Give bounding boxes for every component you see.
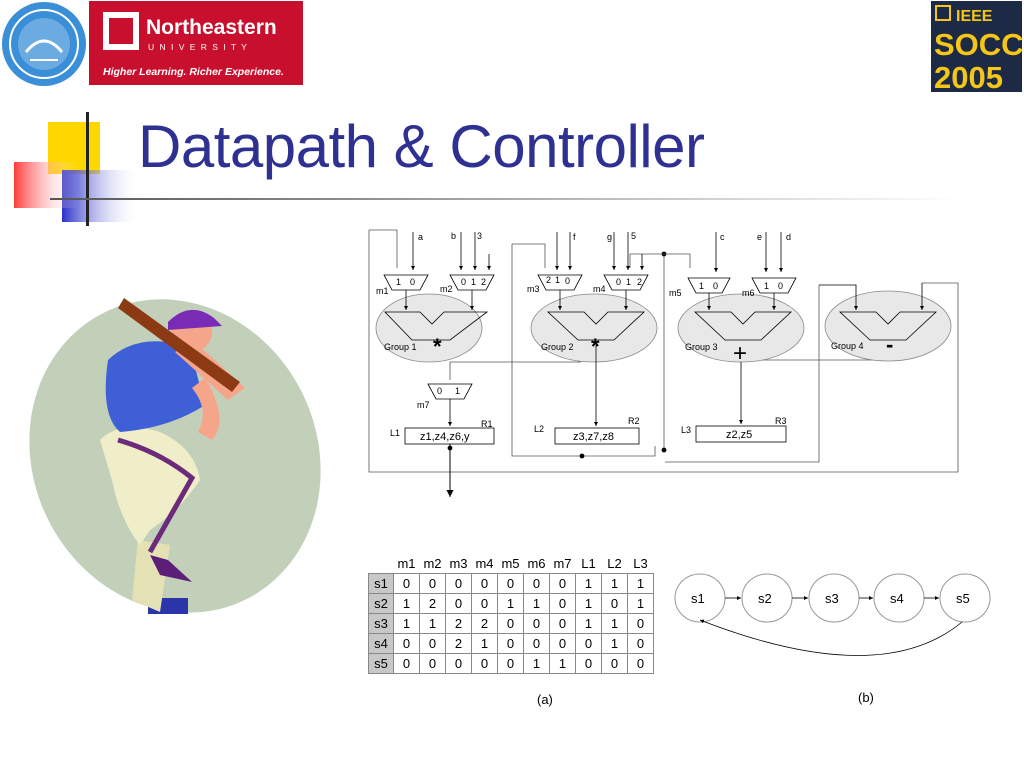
register-load-l3: L3 [681,425,692,435]
table-row [369,654,654,674]
table-cell: 0 [498,634,524,654]
m3-port-1: 1 [555,275,561,285]
mux-m6-label: m6 [742,288,755,298]
group-3-label: Group 3 [685,342,718,352]
table-cell: 0 [576,654,602,674]
table-cell: 0 [602,594,628,614]
table-cell: 0 [420,574,446,594]
input-5-label: 5 [631,231,637,241]
table-cell: 0 [394,654,420,674]
table-cell: 1 [628,574,654,594]
state-s2-label: s2 [758,591,772,606]
state-s4-label: s4 [890,591,904,606]
input-e-label: e [757,232,763,242]
table-cell: 1 [498,594,524,614]
m2-port-2: 2 [481,277,487,287]
university-seal-logo [2,2,86,86]
table-cell: 0 [420,654,446,674]
table-cell: 1 [394,614,420,634]
col-header: L3 [633,556,648,571]
m7-port-1: 1 [455,386,461,396]
group-3-op: + [733,340,748,367]
table-cell: 1 [524,654,550,674]
slide-title: Datapath & Controller [138,113,705,180]
logo-subtitle: U N I V E R S I T Y [148,42,249,52]
table-cell: 0 [394,634,420,654]
state-cell: s3 [369,614,394,634]
col-header: L1 [581,556,596,571]
col-header: m2 [423,556,442,571]
input-3-label: 3 [477,231,483,241]
group-2-label: Group 2 [541,342,574,352]
state-s5-label: s5 [956,591,970,606]
group-2-op: * [591,334,600,359]
table-cell: 1 [524,594,550,614]
table-corner [369,554,394,574]
col-header: L2 [607,556,622,571]
mux-m3-label: m3 [527,284,540,294]
input-b-label: b [451,231,457,241]
northeastern-logo [89,1,303,85]
input-d-label: d [786,232,792,242]
group-1-label: Group 1 [384,342,417,352]
mux-m2-label: m2 [440,284,453,294]
logo-wordmark: Northeastern [146,16,277,39]
table-cell: 0 [498,574,524,594]
table-cell: 1 [472,634,498,654]
m5-port-0: 0 [713,281,719,291]
mux-m1-label: m1 [376,286,389,296]
input-a-label: a [418,232,424,242]
table-cell: 0 [524,634,550,654]
table-cell: 0 [550,594,576,614]
table-cell: 0 [446,654,472,674]
table-cell: 1 [602,574,628,594]
m3-port-2: 2 [546,275,552,285]
table-cell: 0 [628,614,654,634]
register-r2-label: R2 [628,416,640,426]
state-s3-label: s3 [825,591,839,606]
state-machine-diagram [675,574,990,705]
m1-port-0: 0 [410,277,416,287]
table-cell: 0 [524,614,550,634]
logo-tagline: Higher Learning. Richer Experience. [103,66,284,78]
col-header: m1 [397,556,416,571]
table-cell: 0 [472,654,498,674]
m3-port-0: 0 [565,276,571,286]
table-cell: 0 [550,634,576,654]
table-cell: 0 [524,574,550,594]
m4-port-0: 0 [616,277,622,287]
col-header: m3 [449,556,468,571]
table-cell: 1 [628,594,654,614]
table-cell: 0 [446,594,472,614]
m5-port-1: 1 [699,281,705,291]
table-cell: 0 [498,614,524,634]
table-cell: 1 [576,614,602,634]
table-row [369,594,654,614]
ieee-label: IEEE [956,8,993,25]
table-row [369,614,654,634]
m6-port-1: 1 [764,281,770,291]
register-load-l1: L1 [390,428,401,438]
table-cell: 1 [394,594,420,614]
register-r3-label: R3 [775,416,787,426]
register-r2-content: z3,z7,z8 [573,431,614,443]
table-cell: 0 [550,614,576,634]
table-cell: 0 [550,574,576,594]
table-cell: 0 [394,574,420,594]
col-header: m5 [501,556,520,571]
state-cell: s4 [369,634,394,654]
table-cell: 0 [472,594,498,614]
register-load-l2: L2 [534,424,545,434]
table-cell: 1 [576,574,602,594]
table-cell: 1 [420,614,446,634]
register-r3-content: z2,z5 [726,429,753,441]
input-c-label: c [720,232,725,242]
table-row [369,634,654,654]
table-header-row [369,554,654,574]
table-cell: 1 [602,634,628,654]
table-cell: 0 [576,634,602,654]
caption-a: (a) [537,692,553,707]
register-r1-content: z1,z4,z6,y [420,431,470,443]
state-cell: s5 [369,654,394,674]
table-cell: 0 [472,574,498,594]
socc-2005-logo [931,1,1024,95]
table-cell: 2 [446,614,472,634]
datapath-diagram [369,230,958,497]
year-label: 2005 [934,60,1003,95]
table-cell: 0 [446,574,472,594]
col-header: m6 [527,556,546,571]
table-cell: 0 [628,654,654,674]
state-s1-label: s1 [691,591,705,606]
m4-port-1: 1 [626,277,632,287]
table-cell: 0 [498,654,524,674]
control-signal-table [368,554,654,674]
m2-port-0: 0 [461,277,467,287]
mux-m4-label: m4 [593,284,606,294]
input-g-label: g [607,232,613,242]
table-cell: 1 [550,654,576,674]
mux-m5-label: m5 [669,288,682,298]
m7-port-0: 0 [437,386,443,396]
table-cell: 0 [602,654,628,674]
caption-b: (b) [858,690,874,705]
table-cell: 0 [628,634,654,654]
group-4-op: - [886,332,894,357]
group-4-label: Group 4 [831,341,864,351]
state-cell: s2 [369,594,394,614]
table-row [369,574,654,594]
m1-port-1: 1 [396,277,402,287]
col-header: m4 [475,556,494,571]
table-cell: 2 [472,614,498,634]
m6-port-0: 0 [778,281,784,291]
state-cell: s1 [369,574,394,594]
col-header: m7 [553,556,572,571]
mux-m7-label: m7 [417,400,430,410]
table-cell: 1 [576,594,602,614]
table-cell: 2 [446,634,472,654]
m2-port-1: 1 [471,277,477,287]
table-cell: 1 [602,614,628,634]
m4-port-2: 2 [637,277,643,287]
table-cell: 0 [420,634,446,654]
socc-label: SOCC [934,27,1024,62]
input-f-label: f [573,232,576,242]
register-r1-label: R1 [481,419,493,429]
table-cell: 2 [420,594,446,614]
group-1-op: * [433,334,442,359]
baseball-player-clipart [0,250,373,662]
